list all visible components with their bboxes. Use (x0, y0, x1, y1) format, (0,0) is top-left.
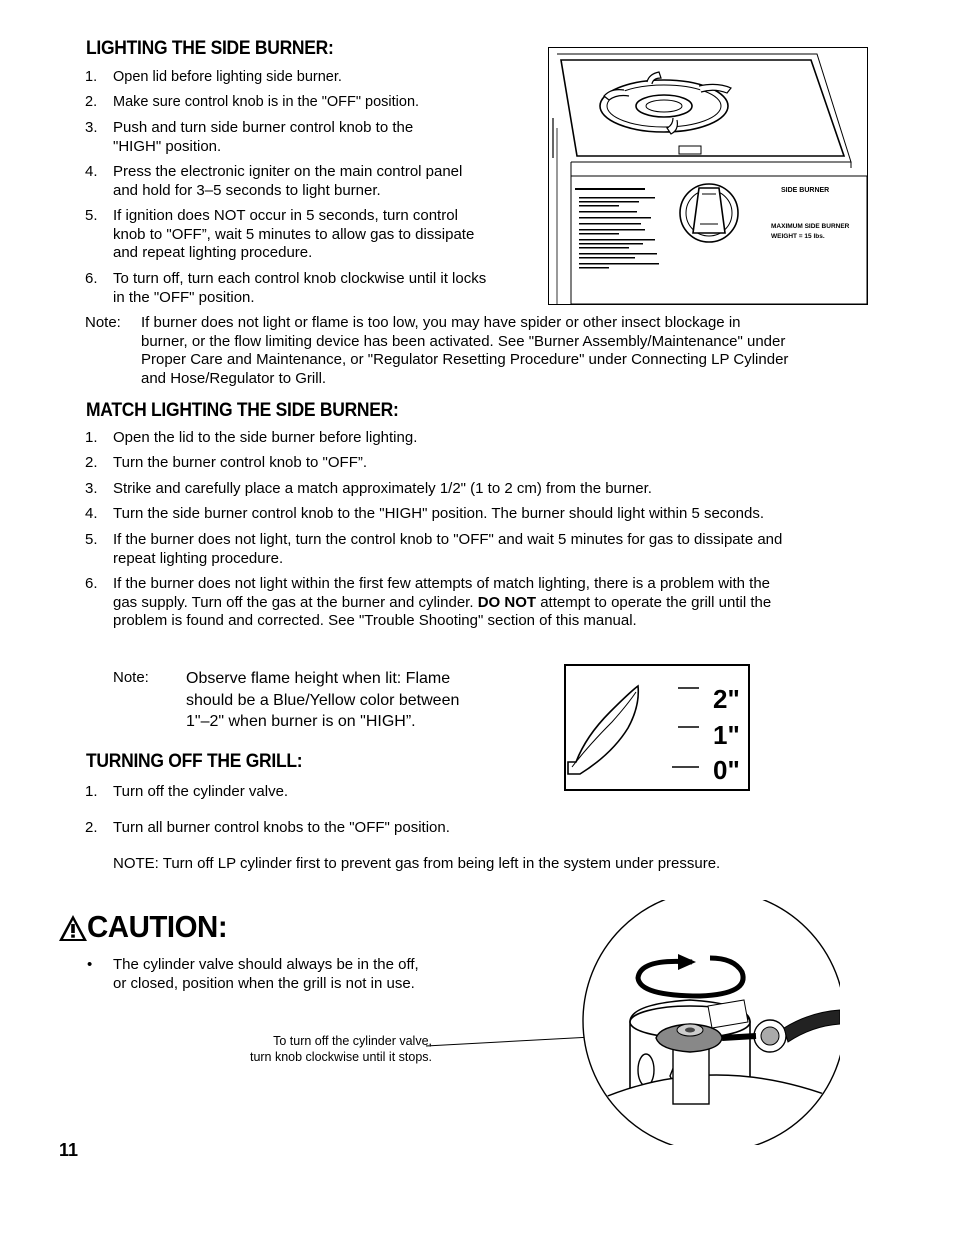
match-heading: MATCH LIGHTING THE SIDE BURNER: (86, 400, 399, 421)
step-text: Turn the side burner control knob to the "HIGH" position. The burner should light within 5 seconds. (113, 505, 765, 522)
page-number: 11 (59, 1140, 79, 1160)
step-number: 1. (85, 69, 98, 85)
turning-off-note: NOTE: Turn off LP cylinder first to prevent gas from being left in the system under pressure. (113, 855, 721, 872)
step-number: 3. (85, 119, 98, 136)
step-text: Turn the burner control knob to "OFF”. (113, 454, 368, 471)
side-burner-illustration (548, 47, 868, 305)
step-text: Open the lid to the side burner before lighting. (113, 429, 418, 446)
cylinder-valve-callout (220, 1033, 432, 1065)
step-number: 1. (85, 429, 98, 446)
flame-note-label: Note: (113, 669, 149, 686)
step-text: Turn off the cylinder valve. (113, 783, 289, 800)
step-text-line: repeat lighting procedure. (113, 549, 284, 567)
flame-mark-2: 2" (713, 684, 740, 714)
flame-drawing (566, 666, 748, 789)
step-number: 5. (85, 531, 98, 548)
warning-triangle-icon (58, 913, 88, 943)
flame-note-line: Observe flame height when lit: Flame (186, 670, 451, 687)
step-number: 6. (85, 270, 98, 287)
lighting-note (141, 314, 788, 388)
flame-note-line: should be a Blue/Yellow color between (186, 691, 460, 709)
flame-note (186, 668, 459, 733)
note-line: If burner does not light or flame is too low, you may have spider or other insect blockage in (141, 314, 741, 331)
step-text-line: If the burner does not light within the first few attempts of match lighting, there is a problem with the (113, 575, 770, 592)
flame-mark-1: 1" (713, 720, 740, 750)
step-text: Make sure control knob is in the "OFF" position. (113, 94, 420, 110)
flame-height-diagram (564, 664, 750, 791)
caution-bullet (113, 956, 419, 993)
do-not-emphasis: DO NOT (477, 593, 537, 611)
step-number: 6. (85, 575, 98, 592)
lighting-heading: LIGHTING THE SIDE BURNER: (86, 38, 334, 59)
flame-note-line: 1"–2" when burner is on "HIGH”. (186, 713, 416, 730)
step-text-line: To turn off, turn each control knob clockwise until it locks (113, 270, 487, 287)
step-number: 2. (85, 819, 98, 836)
max-weight-line-2: WEIGHT = 15 lbs. (771, 233, 825, 240)
cylinder-valve-illustration (420, 900, 840, 1145)
max-weight-line-1: MAXIMUM SIDE BURNER (771, 223, 850, 230)
callout-line: To turn off the cylinder valve, (273, 1034, 432, 1048)
note-line: Proper Care and Maintenance, or "Regulator Resetting Procedure" under Connecting LP Cylinder (141, 351, 789, 368)
note-line: burner, or the flow limiting device has been activated. See "Burner Assembly/Maintenance" under (141, 332, 786, 350)
step-text-part: attempt to operate the grill until the (536, 593, 772, 611)
step-text-line: in the "OFF" position. (113, 288, 255, 306)
flame-mark-0: 0" (713, 755, 740, 785)
step-number: 2. (85, 94, 98, 110)
caution-line: or closed, position when the grill is not in use. (113, 974, 415, 992)
step-text-line: problem is found and corrected. See "Trouble Shooting" section of this manual. (113, 612, 637, 629)
step-text-line: and repeat lighting procedure. (113, 244, 313, 261)
step-text-line: If ignition does NOT occur in 5 seconds, turn control (113, 207, 458, 224)
panel-title: SIDE BURNER (781, 187, 830, 194)
step-text-line (113, 594, 771, 613)
turning-off-heading: TURNING OFF THE GRILL: (86, 751, 303, 772)
step-text-line: Press the electronic igniter on the main control panel (113, 163, 463, 180)
side-burner-drawing (549, 48, 867, 304)
note-line: and Hose/Regulator to Grill. (141, 369, 327, 387)
callout-line: turn knob clockwise until it stops. (249, 1050, 432, 1064)
step-number: 5. (85, 207, 98, 224)
step-text-line: knob to "OFF”, wait 5 minutes to allow gas to dissipate (113, 225, 475, 243)
caution-heading: CAUTION: (87, 909, 228, 944)
step-text-part: gas supply. Turn off the gas at the burner and cylinder. (113, 593, 478, 611)
step-text-line: Push and turn side burner control knob to the (113, 119, 414, 136)
step-text: Strike and carefully place a match approximately 1/2" (1 to 2 cm) from the burner. (113, 480, 652, 497)
step-text-line: and hold for 3–5 seconds to light burner. (113, 181, 381, 199)
step-text: Turn all burner control knobs to the "OFF" position. (113, 819, 450, 836)
lighting-note-label: Note: (85, 314, 121, 331)
step-number: 2. (85, 454, 98, 471)
step-text-line: "HIGH" position. (113, 137, 222, 155)
step-number: 4. (85, 163, 98, 180)
step-text: Open lid before lighting side burner. (113, 69, 342, 85)
step-number: 1. (85, 783, 98, 800)
step-number: 3. (85, 480, 98, 497)
step-number: 4. (85, 505, 98, 522)
caution-line: The cylinder valve should always be in the off, (113, 956, 419, 973)
step-text-line: If the burner does not light, turn the control knob to "OFF" and wait 5 minutes for gas to dissipate and (113, 531, 783, 548)
caution-bullet-icon: • (87, 956, 93, 973)
